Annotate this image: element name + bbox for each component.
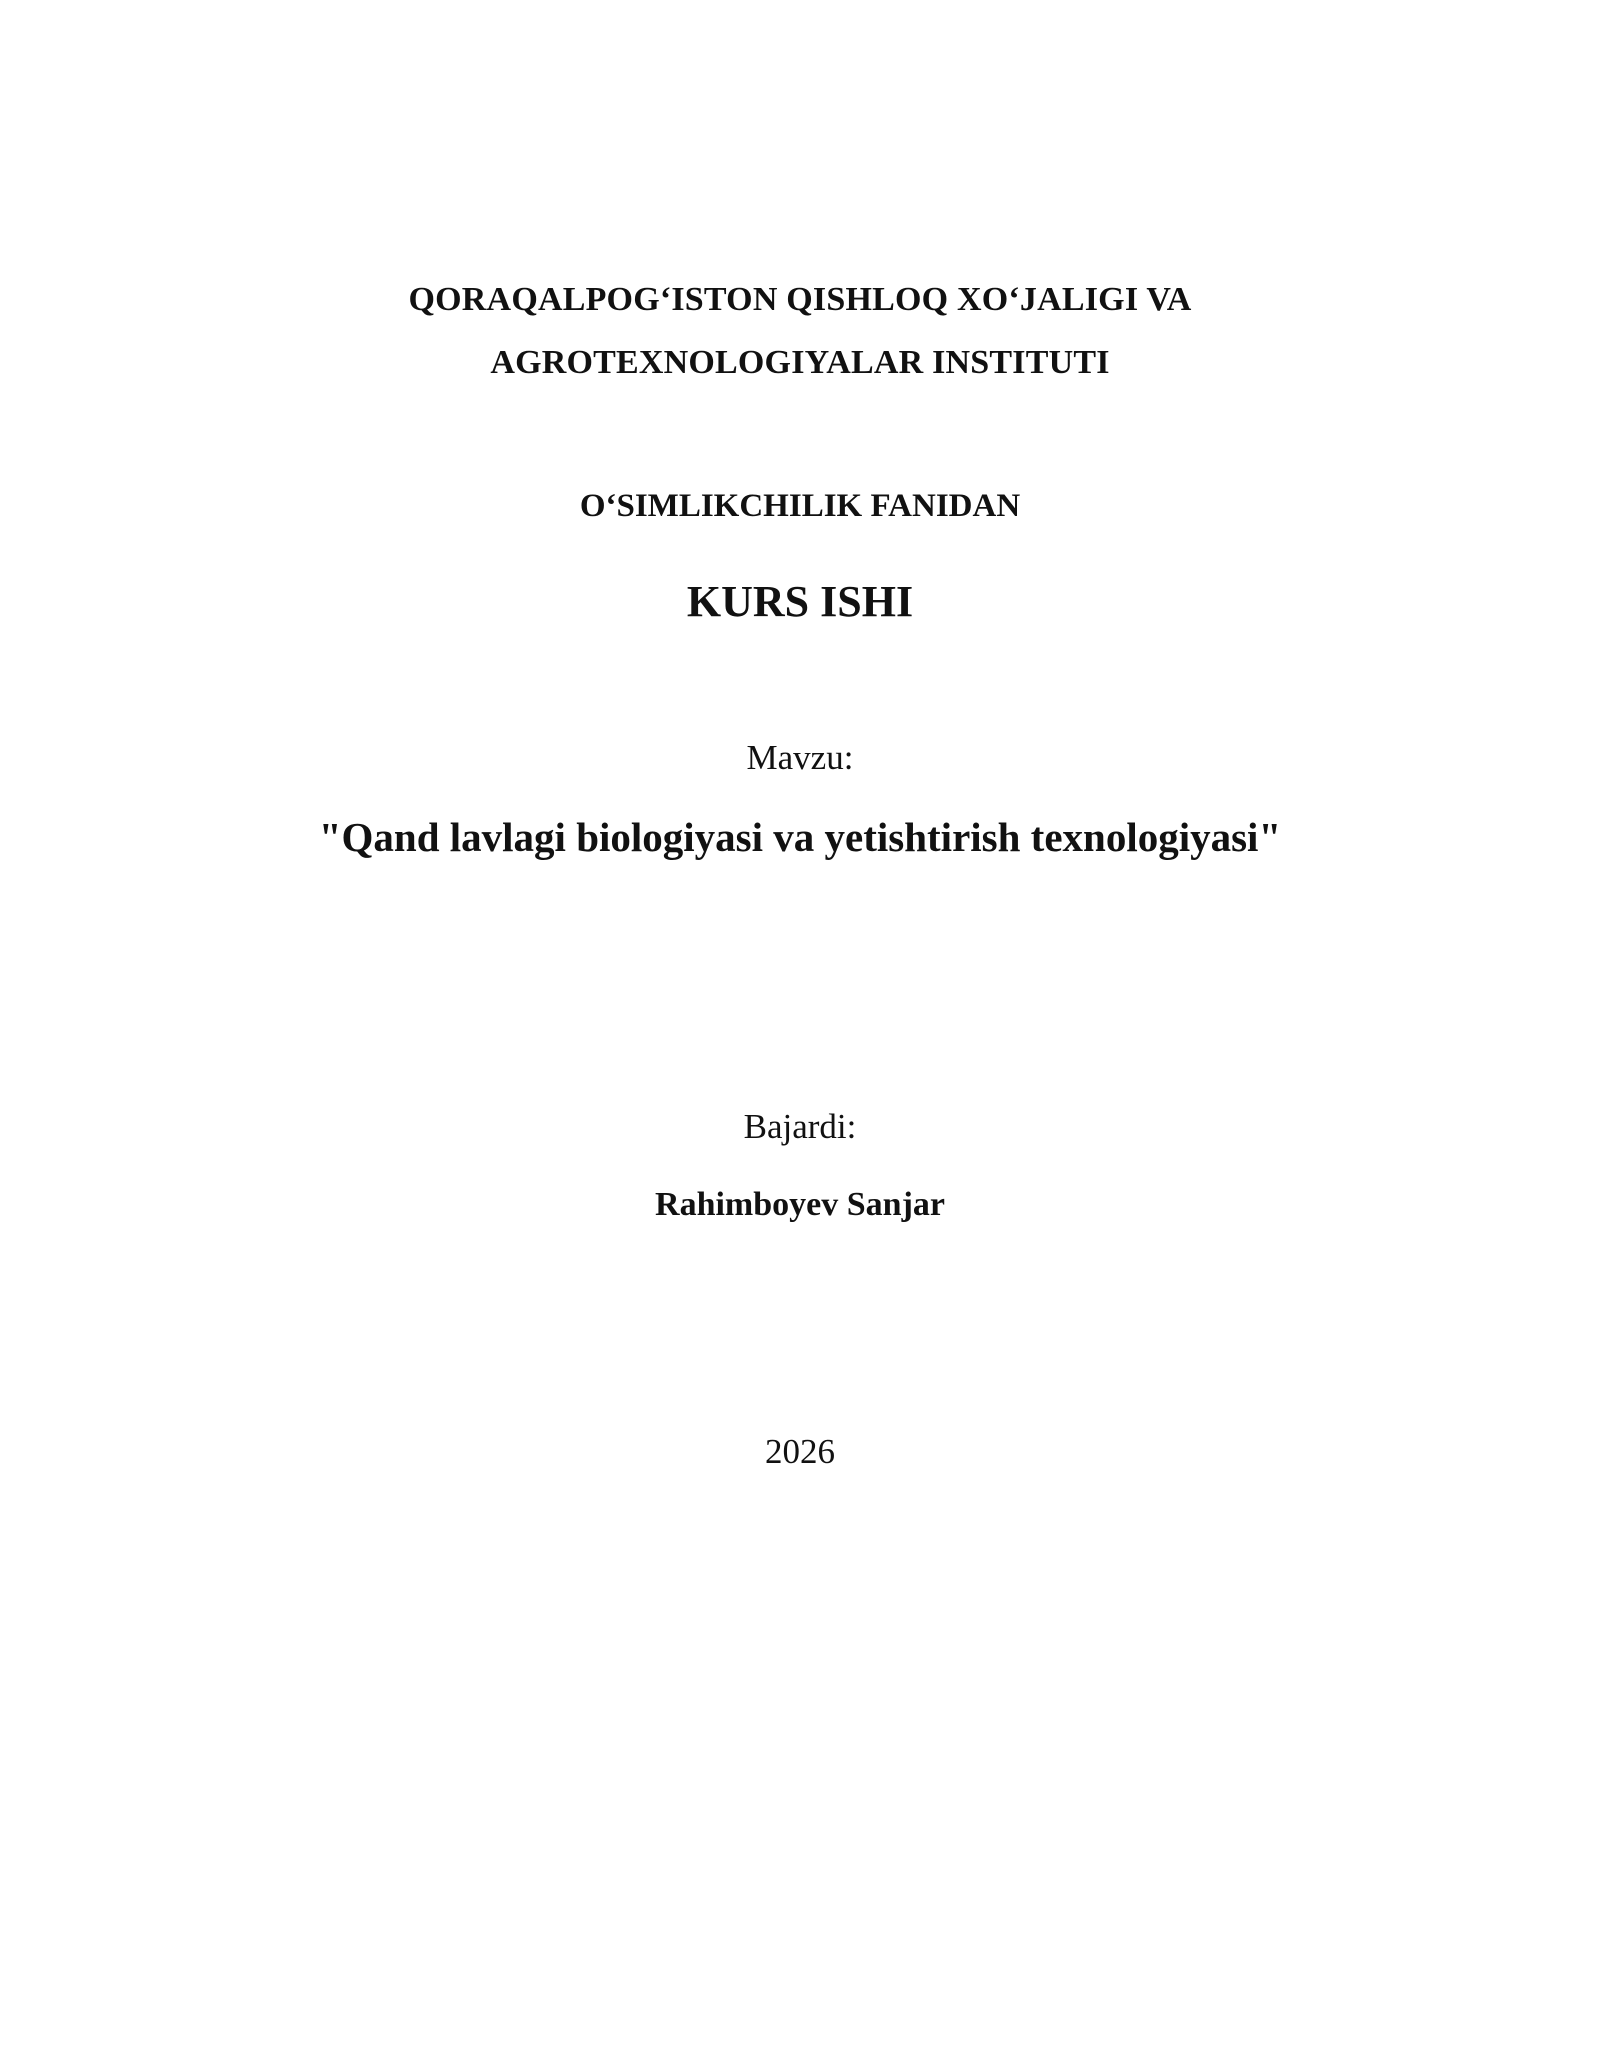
year: 2026 bbox=[765, 1432, 835, 1471]
subject-heading: O‘SIMLIKCHILIK FANIDAN bbox=[579, 488, 1021, 524]
topic-label: Mavzu: bbox=[746, 738, 854, 777]
author-label: Bajardi: bbox=[743, 1107, 857, 1146]
document-type-title: KURS ISHI bbox=[686, 577, 914, 626]
author-name: Rahimboyev Sanjar bbox=[655, 1186, 945, 1223]
topic-title: "Qand lavlagi biologiyasi va yetishtirish texnologiyasi" bbox=[318, 814, 1282, 860]
institute-name-line-1: QORAQALPOG‘ISTON QISHLOQ XO‘JALIGI VA bbox=[408, 281, 1192, 318]
institute-name-line-2: AGROTEXNOLOGIYALAR INSTITUTI bbox=[490, 344, 1110, 381]
